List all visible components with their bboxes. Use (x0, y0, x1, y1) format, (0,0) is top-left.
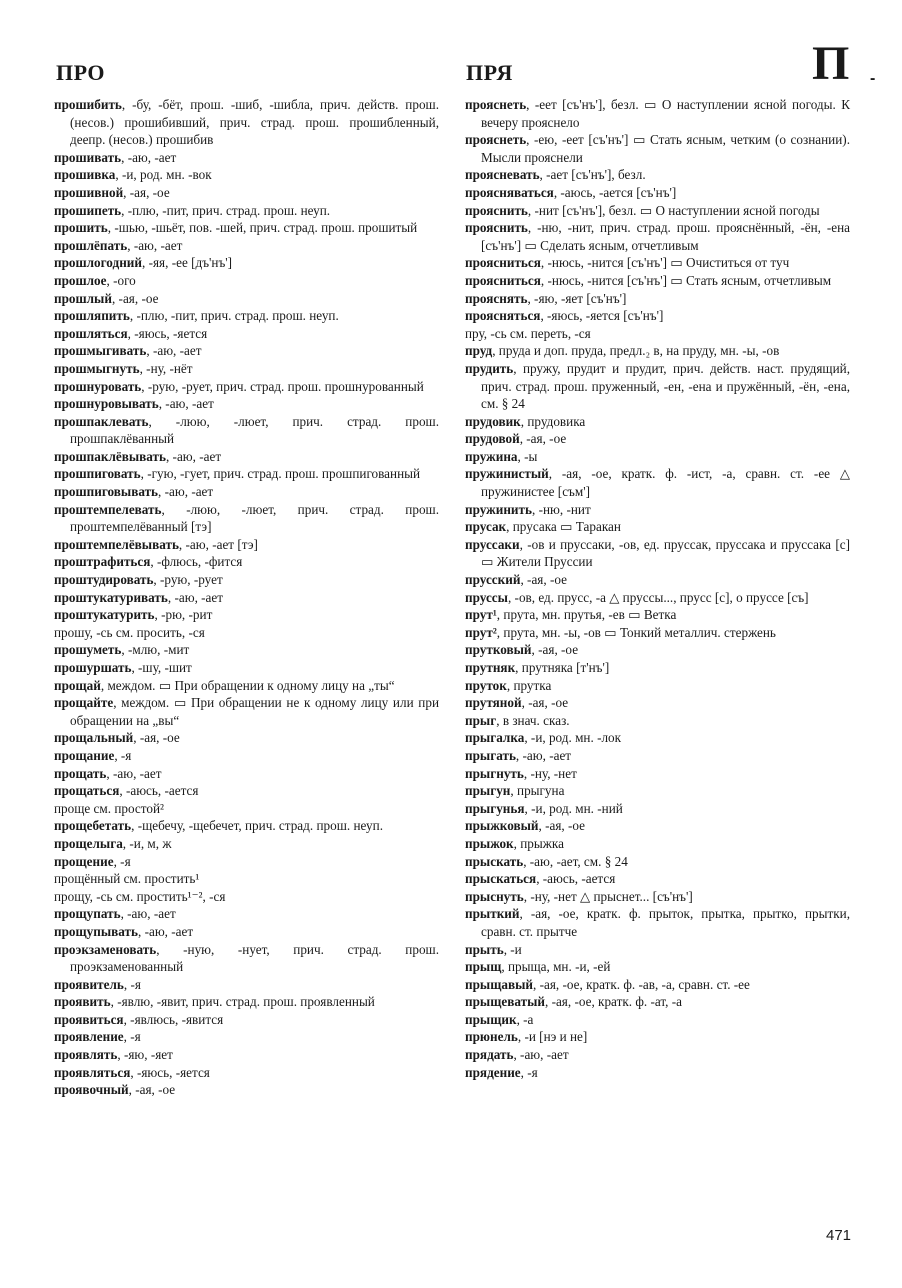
entry-headword: проявление (54, 1029, 124, 1045)
entry-body: , прутняка [т'нъ'] (515, 660, 610, 675)
entry-body: , -ну, -нёт (139, 360, 193, 376)
entry-body: , пруда и доп. пруда, предл.₂ в, на пруду, мн. -ы, -ов (492, 343, 780, 359)
entry-body: , -ая, -ое, кратк. ф. -ист, -а, сравн. ст. -ее △ пружинистее [съм'] (481, 466, 850, 500)
entry-body: , -гую, -гует, прич. страд. прош. прошпигованный (140, 466, 421, 482)
entry-body: , -люю, -люет, прич. страд. прош. проштемпелёванный [тэ] (70, 501, 439, 535)
dictionary-entry (465, 993, 850, 1011)
entry-body: , -аю, -ает (127, 237, 183, 253)
dictionary-entry (465, 941, 850, 959)
entry-body: , -ая, -ое (531, 642, 579, 658)
entry-headword: прыскать (465, 853, 524, 869)
entry-body: , -яю, -яет [съ'нъ'] (527, 290, 627, 306)
dictionary-entry (54, 589, 439, 607)
entry-headword: прусский (465, 572, 521, 588)
entry-headword: проштемпелёвывать (54, 536, 179, 552)
entry-body: , -ая, -ое, кратк. ф. -ав, -а, сравн. ст. -ее (532, 976, 750, 992)
dictionary-entry (465, 1046, 850, 1064)
entry-headword: прояснеть (465, 132, 527, 148)
entry-body: , -ая, -ое (538, 818, 585, 834)
entry-body: , -ную, -нует, прич. страд. прош. проэкзаменованный (70, 941, 439, 975)
dictionary-entry (54, 184, 439, 202)
entry-headword: прутковый (465, 642, 532, 658)
entry-headword: прояснеть (465, 97, 527, 112)
entry-body: пру, -сь см. переть, -ся (465, 325, 591, 341)
dictionary-entry (465, 1064, 850, 1082)
entry-body: , -щебечу, -щебечет, прич. страд. прош. неуп. (131, 818, 383, 834)
entry-headword: прошивка (54, 167, 116, 183)
entry-body: , -я (113, 853, 131, 869)
entry-body: , -нюсь, -нится [съ'нъ'] ▭ Очиститься от туч (540, 255, 790, 271)
dictionary-entry (465, 465, 850, 500)
entry-headword: прыжковый (465, 818, 539, 834)
dictionary-entry (465, 976, 850, 994)
entry-body: , -шью, -шьёт, пов. -шей, прич. страд. прош. прошитый (107, 220, 418, 236)
dictionary-entry (54, 553, 439, 571)
entry-body: , -ая, -ое, кратк. ф. прыток, прытка, прытко, прытки, сравн. ст. прытче (481, 906, 850, 939)
entry-body: , -яя, -ее [дъ'нъ'] (142, 255, 233, 271)
entry-body: , -и, м, ж (122, 835, 172, 851)
entry-body: , -аюсь, -ается (119, 783, 199, 799)
entry-body: , -аю, -ает, см. § 24 (523, 853, 628, 869)
dictionary-entry (54, 835, 439, 853)
entry-headword: прыгунья (465, 800, 525, 816)
entry-headword: прут¹ (465, 607, 497, 623)
dictionary-entry (465, 800, 850, 818)
entry-headword: прощение (54, 853, 114, 869)
entry-body: , -ая, -ое (128, 1082, 176, 1098)
entry-headword: прошнуровать (54, 378, 142, 394)
entry-body: , -аю, -ает [тэ] (178, 536, 258, 552)
dictionary-entry (465, 131, 850, 166)
entry-headword: прыснуть (465, 888, 524, 904)
entry-headword: прощаться (54, 783, 120, 799)
entry-body: , -и, род. мн. -лок (524, 730, 622, 746)
entry-body: , -ая, -ое (111, 290, 159, 306)
entry-body: , -аюсь, -ается [съ'нъ'] (553, 184, 677, 200)
dictionary-entry (54, 1081, 439, 1099)
dictionary-entry (54, 448, 439, 466)
entry-headword: проштукатурить (54, 607, 155, 623)
dictionary-entry (54, 782, 439, 800)
entry-headword: проясниться (465, 272, 541, 288)
dictionary-entry (54, 1028, 439, 1046)
section-dash: - (870, 70, 876, 87)
dictionary-entry (54, 729, 439, 747)
dictionary-entry (465, 184, 850, 202)
entry-body: , -еет [съ'нъ'], безл. ▭ О наступлении ясной погоды. К вечеру прояснело (481, 97, 850, 130)
entry-headword: пружина (465, 448, 518, 464)
dictionary-entry (54, 765, 439, 783)
dictionary-entry (54, 571, 439, 589)
entry-headword: прощебетать (54, 818, 132, 834)
dictionary-entry (54, 325, 439, 343)
entry-headword: прыткий (465, 906, 520, 922)
entry-headword: прядение (465, 1064, 521, 1080)
right-column (465, 96, 850, 1081)
entry-body: , -яюсь, -яется (130, 1064, 210, 1080)
entry-headword: проясниться (465, 255, 541, 271)
dictionary-entry (54, 360, 439, 378)
dictionary-entry (54, 149, 439, 167)
entry-headword: прошпаклевать (54, 413, 149, 429)
dictionary-entry (465, 430, 850, 448)
dictionary-entry (465, 835, 850, 853)
dictionary-entry (54, 272, 439, 290)
dictionary-entry (465, 712, 850, 730)
entry-headword: прошуршать (54, 660, 132, 675)
entry-body: , -аю, -ает (120, 906, 176, 922)
dictionary-entry (465, 729, 850, 747)
entry-body: , -и, род. мн. -вок (115, 167, 212, 183)
entry-body: , -аю, -ает (167, 589, 224, 605)
entry-headword: прыть (465, 941, 504, 957)
entry-body: , -аю, -ает (121, 149, 177, 165)
entry-headword: прошуметь (54, 642, 122, 658)
dictionary-entry (465, 905, 850, 940)
dictionary-entry (465, 747, 850, 765)
entry-headword: прошпиговать (54, 466, 141, 482)
entry-body: , прутка (506, 677, 552, 693)
entry-body: , -аю, -ает (158, 484, 214, 500)
dictionary-entry (54, 800, 439, 818)
entry-body: , -аюсь, -ается (536, 871, 616, 887)
entry-headword: прощелыга (54, 835, 123, 851)
dictionary-entry (465, 202, 850, 220)
entry-body: прошу, -сь см. просить, -ся (54, 624, 205, 640)
entry-headword: прыгать (465, 747, 516, 763)
dictionary-entry (54, 378, 439, 396)
entry-headword: прыщ (465, 959, 502, 975)
dictionary-entry (54, 941, 439, 976)
entry-headword: прошить (54, 220, 108, 236)
dictionary-entry (54, 465, 439, 483)
entry-body: , -аю, -ает (515, 747, 572, 763)
dictionary-entry (54, 905, 439, 923)
dictionary-entry (465, 501, 850, 519)
entry-headword: пруссы (465, 589, 508, 605)
dictionary-entry (54, 853, 439, 871)
entry-headword: проясневать (465, 167, 540, 183)
dictionary-entry (54, 501, 439, 536)
dictionary-entry (54, 202, 439, 220)
entry-body: , в знач. сказ. (496, 712, 570, 728)
entry-body: , -я (123, 976, 141, 992)
entry-body: , -ая, -ое (521, 695, 569, 711)
entry-body: , -шу, -шит (131, 660, 192, 675)
entry-body: , -яюсь, -яется [съ'нъ'] (540, 308, 664, 324)
dictionary-entry (54, 395, 439, 413)
entry-headword: прояснить (465, 220, 528, 236)
entry-headword: прыскаться (465, 871, 537, 887)
entry-headword: прошнуровывать (54, 396, 159, 412)
entry-body: , -люю, -люет, прич. страд. прош. прошпаклёванный (70, 413, 439, 447)
entry-headword: прюнель (465, 1029, 518, 1045)
entry-headword: прыщик (465, 1011, 517, 1027)
entry-body: , прута, мн. прутья, -ев ▭ Ветка (496, 607, 677, 623)
dictionary-entry (54, 1011, 439, 1029)
entry-body: прощу, -сь см. простить¹⁻², -ся (54, 888, 226, 904)
dictionary-entry (465, 958, 850, 976)
entry-headword: прыг (465, 712, 497, 728)
entry-headword: прощай (54, 677, 101, 693)
entry-body: , -ает [съ'нъ'], безл. (539, 167, 646, 183)
dictionary-entry (54, 817, 439, 835)
dictionary-entry (54, 747, 439, 765)
dictionary-entry (54, 483, 439, 501)
dictionary-entry (465, 1028, 850, 1046)
dictionary-entry (54, 166, 439, 184)
entry-body: , -ну, -нет △ прыснет... [съ'нъ'] (523, 888, 693, 904)
dictionary-entry (54, 413, 439, 448)
dictionary-entry (54, 290, 439, 308)
dictionary-entry (54, 1046, 439, 1064)
running-head-left: ПРО (56, 60, 106, 85)
dictionary-entry (465, 166, 850, 184)
dictionary-entry (465, 853, 850, 871)
entry-headword: прощупать (54, 906, 121, 922)
entry-headword: прошивной (54, 184, 124, 200)
entry-headword: прутяной (465, 695, 522, 711)
dictionary-entry (465, 1011, 850, 1029)
running-head-right: ПРЯ (466, 60, 513, 85)
entry-headword: проявлять (54, 1047, 118, 1063)
entry-body: , -флюсь, -фится (150, 554, 243, 570)
entry-body: , прудовика (520, 413, 586, 429)
entry-headword: проштрафиться (54, 554, 151, 570)
dictionary-entry (465, 448, 850, 466)
entry-headword: проштемпелевать (54, 501, 162, 517)
entry-body: , -нюсь, -нится [съ'нъ'] ▭ Стать ясным, отчетливым (540, 272, 832, 288)
entry-body: , -ну, -нет (523, 765, 577, 781)
dictionary-entry (465, 536, 850, 571)
entry-headword: прошлёпать (54, 237, 128, 253)
entry-headword: прошпаклёвывать (54, 448, 166, 464)
dictionary-entry (465, 571, 850, 589)
dictionary-entry (465, 254, 850, 272)
entry-body: , -аю, -ает (137, 923, 194, 939)
entry-body: , -рую, -рует (153, 572, 223, 588)
dictionary-entry (465, 219, 850, 254)
dictionary-entry (465, 307, 850, 325)
entry-body: , -аю, -ает (146, 343, 202, 359)
dictionary-entry (465, 817, 850, 835)
dictionary-entry (465, 325, 850, 343)
page-number: 471 (826, 1227, 852, 1244)
dictionary-entry (54, 677, 439, 695)
entry-headword: прудовой (465, 431, 520, 447)
entry-body: , прыжка (513, 835, 564, 851)
entry-body: , -ая, -ое, кратк. ф. -ат, -а (544, 994, 682, 1010)
entry-body: , -ов и пруссаки, -ов, ед. пруссак, пруссака и пруссака [с] ▭ Жители Пруссии (481, 536, 850, 570)
entry-headword: проясняваться (465, 184, 554, 200)
dictionary-entry (54, 342, 439, 360)
dictionary-entry (465, 659, 850, 677)
entry-body: , -ню, -нит (532, 501, 591, 517)
entry-body: , -явлю, -явит, прич. страд. прош. проявленный (110, 994, 375, 1010)
dictionary-entry (54, 1064, 439, 1082)
entry-body: , -аю, -ает (158, 396, 214, 412)
entry-headword: прощупывать (54, 923, 138, 939)
dictionary-entry (54, 624, 439, 642)
entry-headword: прошлый (54, 290, 112, 306)
entry-headword: прошипеть (54, 202, 122, 218)
entry-body: , прута, мн. -ы, -ов ▭ Тонкий металлич. стержень (496, 624, 776, 640)
entry-body: , -и (503, 941, 522, 957)
dictionary-entry (54, 993, 439, 1011)
dictionary-entry (54, 219, 439, 237)
dictionary-entry (465, 677, 850, 695)
dictionary-entry (465, 518, 850, 536)
entry-body: , междом. ▭ При обращении не к одному лицу или при обращении на „вы“ (70, 695, 439, 728)
entry-headword: прошмыгнуть (54, 360, 140, 376)
entry-headword: прыгнуть (465, 765, 524, 781)
dictionary-entry (54, 536, 439, 554)
entry-headword: прусак (465, 519, 507, 535)
entry-body: , -ню, -нит, прич. страд. прош. прояснённый, -ён, -ена [съ'нъ'] ▭ Сделать ясным, отчетливым (481, 220, 850, 253)
entry-headword: проявиться (54, 1011, 124, 1027)
entry-headword: прудить (465, 360, 514, 376)
entry-body: , -ов, ед. прусс, -а △ пруссы..., прусс [с], о пруссе [съ] (507, 589, 809, 605)
entry-body: , -нит [съ'нъ'], безл. ▭ О наступлении ясной погоды (527, 202, 820, 218)
dictionary-entry (54, 307, 439, 325)
dictionary-entry (54, 976, 439, 994)
dictionary-entry (465, 641, 850, 659)
entry-headword: прошляться (54, 325, 128, 341)
dictionary-entry (465, 624, 850, 642)
entry-headword: прутняк (465, 660, 516, 675)
entry-headword: прыгалка (465, 730, 525, 746)
entry-body: , -я (123, 1029, 141, 1045)
dictionary-entry (465, 694, 850, 712)
entry-body: , -аю, -ает (513, 1047, 569, 1063)
entry-body: , -млю, -мит (121, 642, 190, 658)
entry-headword: прощальный (54, 730, 134, 746)
entry-headword: прощать (54, 765, 107, 781)
entry-headword: прошлое (54, 272, 107, 288)
entry-body: , -ая, -ое (520, 572, 567, 588)
entry-body: , -я (520, 1064, 538, 1080)
entry-body: , -аю, -ает (165, 448, 222, 464)
entry-body: прощённый см. простить¹ (54, 871, 200, 887)
entry-body: , -и, род. мн. -ний (524, 800, 623, 816)
entry-body: , -яюсь, -яется (127, 325, 208, 341)
entry-headword: проявляться (54, 1064, 131, 1080)
entry-body: , -рую, -рует, прич. страд. прош. прошнурованный (141, 378, 424, 394)
entry-headword: прощание (54, 747, 115, 763)
dictionary-entry (54, 641, 439, 659)
dictionary-entry (54, 254, 439, 272)
left-column (54, 96, 439, 1099)
entry-headword: прошивать (54, 149, 122, 165)
dictionary-entry (54, 923, 439, 941)
dictionary-entry (54, 870, 439, 888)
entry-body: , пружу, прудит и прудит, прич. действ. наст. прудящий, прич. страд. прош. пруженный, -ен, -ена и пружённый, -ён, -ена, см. § 24 (481, 360, 850, 412)
dictionary-entry (465, 272, 850, 290)
entry-headword: прут² (465, 624, 497, 640)
entry-headword: прошляпить (54, 308, 130, 324)
dictionary-entry (465, 342, 850, 360)
entry-headword: прощайте (54, 695, 114, 711)
entry-headword: прыжок (465, 835, 514, 851)
dictionary-entry (54, 96, 439, 149)
entry-body: проще см. простой² (54, 800, 164, 816)
entry-headword: прошлогодний (54, 255, 142, 271)
entry-headword: прядать (465, 1047, 514, 1063)
entry-headword: проштукатуривать (54, 589, 168, 605)
entry-body: , -и [нэ и не] (517, 1029, 588, 1045)
entry-body: , -я (114, 747, 132, 763)
entry-headword: прыщеватый (465, 994, 545, 1010)
entry-body: , -плю, -пит, прич. страд. прош. неуп. (121, 202, 331, 218)
dictionary-entry (54, 694, 439, 729)
dictionary-entry (54, 606, 439, 624)
entry-headword: пруд (465, 343, 493, 359)
dictionary-entry (465, 606, 850, 624)
entry-body: , -ая, -ое (519, 431, 567, 447)
entry-headword: проявить (54, 994, 111, 1010)
dictionary-entry (465, 360, 850, 413)
entry-body: , -явлюсь, -явится (123, 1011, 224, 1027)
entry-headword: пруток (465, 677, 507, 693)
entry-headword: проясняться (465, 308, 541, 324)
dictionary-entry (465, 290, 850, 308)
entry-headword: проштудировать (54, 572, 154, 588)
entry-headword: прояснить (465, 202, 528, 218)
dictionary-entry (54, 237, 439, 255)
entry-body: , междом. ▭ При обращении к одному лицу на „ты“ (100, 677, 395, 693)
entry-headword: прыщавый (465, 976, 533, 992)
dictionary-entry (465, 765, 850, 783)
entry-body: , прусака ▭ Таракан (506, 519, 621, 535)
dictionary-entry (465, 888, 850, 906)
entry-headword: прошпиговывать (54, 484, 159, 500)
entry-body: , прыща, мн. -и, -ей (501, 959, 611, 975)
dictionary-entry (54, 888, 439, 906)
entry-headword: прошибить (54, 97, 122, 112)
entry-headword: прыгун (465, 783, 511, 799)
entry-body: , -ого (106, 272, 136, 288)
entry-body: , -ы (517, 448, 538, 464)
entry-body: , -аю, -ает (106, 765, 162, 781)
dictionary-entry (465, 782, 850, 800)
dictionary-entry (54, 659, 439, 677)
entry-headword: прудовик (465, 413, 521, 429)
entry-headword: проявочный (54, 1082, 129, 1098)
dictionary-entry (465, 96, 850, 131)
dictionary-entry (465, 413, 850, 431)
entry-headword: пружинить (465, 501, 532, 517)
entry-body: , -ая, -ое (133, 730, 180, 746)
entry-headword: прояснять (465, 290, 528, 306)
entry-body: , -яю, -яет (117, 1047, 173, 1063)
entry-body: , прыгуна (510, 783, 565, 799)
entry-body: , -ая, -ое (123, 184, 170, 200)
section-letter: П (812, 37, 850, 90)
entry-headword: проэкзаменовать (54, 941, 157, 957)
dictionary-entry (465, 589, 850, 607)
entry-body: , -ею, -еет [съ'нъ'] ▭ Стать ясным, четким (о сознании). Мысли прояснели (481, 132, 850, 165)
entry-headword: проявитель (54, 976, 124, 992)
entry-body: , -рю, -рит (154, 607, 213, 623)
entry-headword: пруссаки (465, 536, 520, 552)
entry-headword: пружинистый (465, 466, 549, 482)
entry-body: , -а (516, 1011, 534, 1027)
entry-body: , -бу, -бёт, прош. -шиб, -шибла, прич. действ. прош. (несов.) прошибивший, прич. страд. прош. прошибленный, деепр. (несов.) прошибив (70, 97, 439, 148)
entry-body: , -плю, -пит, прич. страд. прош. неуп. (129, 308, 339, 324)
dictionary-entry (465, 870, 850, 888)
entry-headword: прошмыгивать (54, 343, 147, 359)
